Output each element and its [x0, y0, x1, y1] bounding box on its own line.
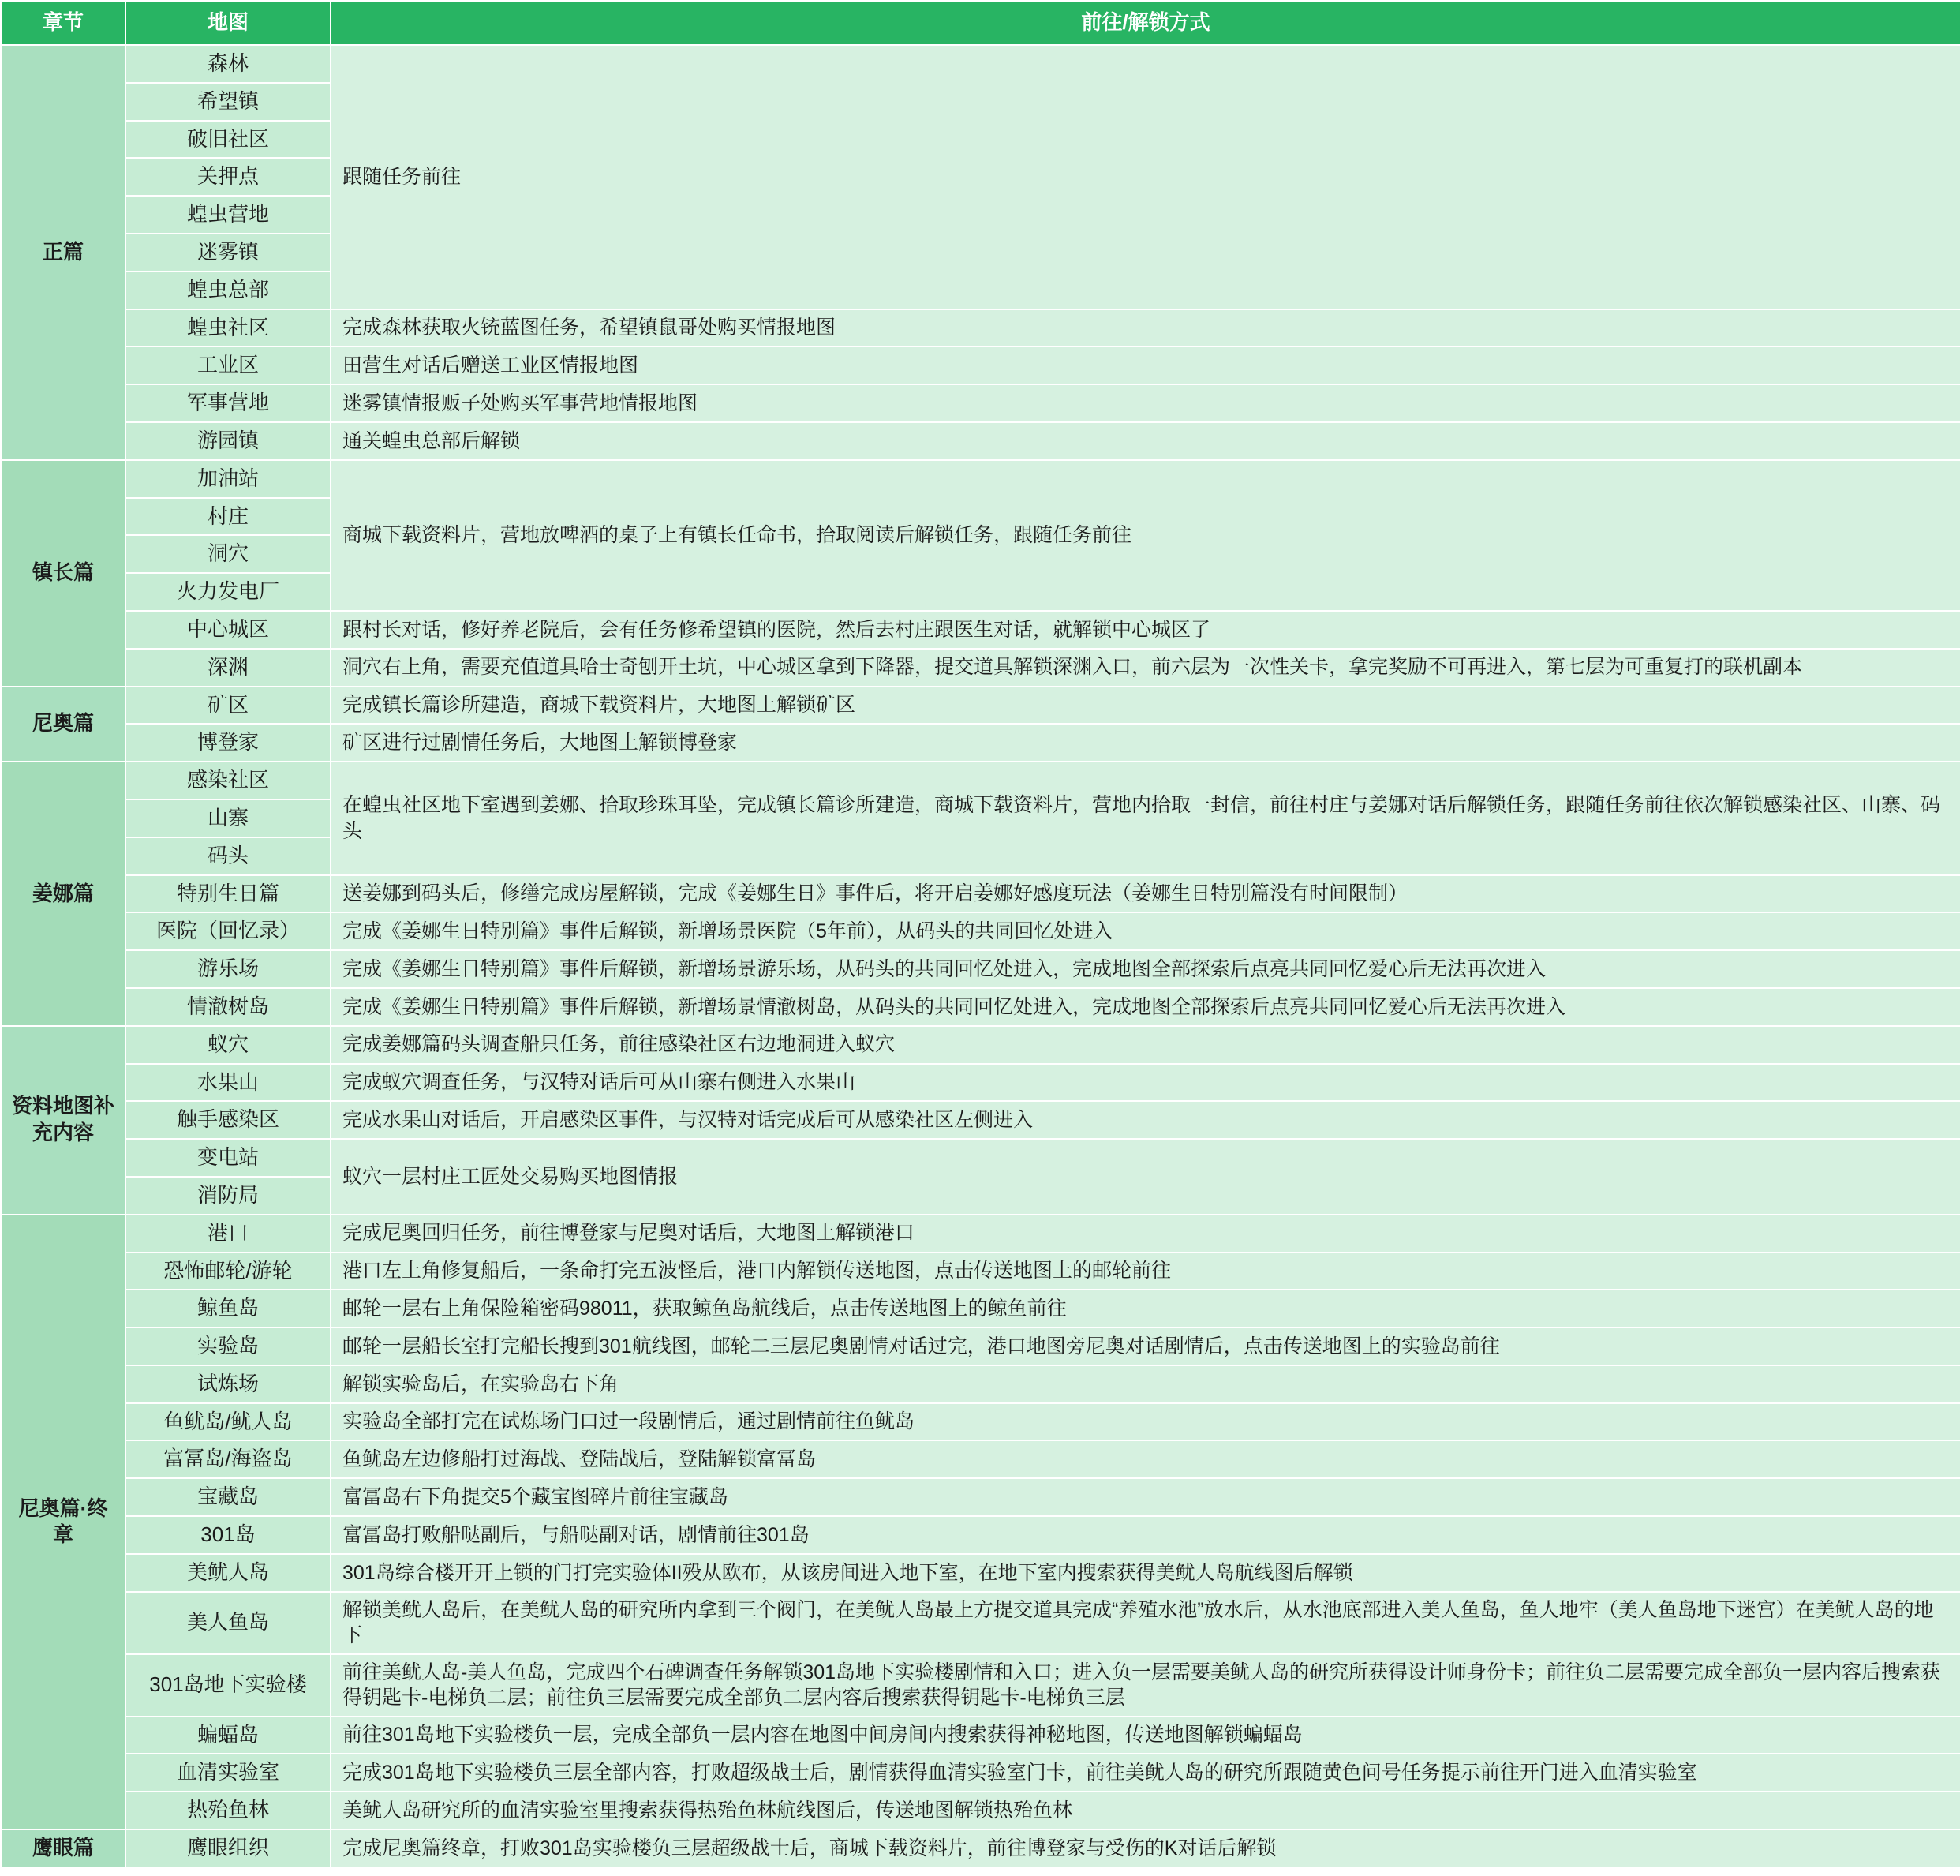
- map-name-cell: 鱼鱿岛/鱿人岛: [125, 1403, 331, 1441]
- map-name-cell: 村庄: [125, 498, 331, 536]
- unlock-method-cell: 完成水果山对话后，开启感染区事件，与汉特对话完成后可从感染社区左侧进入: [331, 1101, 1960, 1139]
- column-header-chapter: 章节: [1, 1, 125, 45]
- table-row: [1, 1754, 1960, 1792]
- chapter-cell: 尼奥篇: [1, 687, 125, 762]
- unlock-method-cell: 跟村长对话，修好养老院后，会有任务修希望镇的医院，然后去村庄跟医生对话，就解锁中心城区了: [331, 611, 1960, 649]
- chapter-cell: 尼奥篇·终章: [1, 1215, 125, 1829]
- unlock-method-cell: 迷雾镇情报贩子处购买军事营地情报地图: [331, 384, 1960, 422]
- map-name-cell: 深渊: [125, 649, 331, 687]
- unlock-method-cell: 矿区进行过剧情任务后，大地图上解锁博登家: [331, 724, 1960, 762]
- table-row: [1, 875, 1960, 913]
- map-name-cell: 血清实验室: [125, 1754, 331, 1792]
- table-row: [1, 1139, 1960, 1177]
- table-row: [1, 346, 1960, 384]
- map-name-cell: 试炼场: [125, 1365, 331, 1403]
- unlock-method-cell: 完成301岛地下实验楼负三层全部内容，打败超级战士后，剧情获得血清实验室门卡，前往美鱿人岛的研究所跟随黄色问号任务提示前往开门进入血清实验室: [331, 1754, 1960, 1792]
- table-row: [1, 988, 1960, 1026]
- map-name-cell: 热殆鱼林: [125, 1792, 331, 1829]
- column-header-how: 前往/解锁方式: [331, 1, 1960, 45]
- table-row: [1, 1403, 1960, 1441]
- map-name-cell: 301岛地下实验楼: [125, 1654, 331, 1717]
- column-header-map: 地图: [125, 1, 331, 45]
- table-row: [1, 1478, 1960, 1516]
- map-name-cell: 希望镇: [125, 83, 331, 121]
- unlock-method-cell: 完成镇长篇诊所建造，商城下载资料片，大地图上解锁矿区: [331, 687, 1960, 725]
- table-row: [1, 422, 1960, 460]
- map-name-cell: 特别生日篇: [125, 875, 331, 913]
- unlock-method-cell: 送姜娜到码头后，修缮完成房屋解锁，完成《姜娜生日》事件后，将开启姜娜好感度玩法（姜娜生日特别篇没有时间限制）: [331, 875, 1960, 913]
- table-row: [1, 1026, 1960, 1064]
- table-row: [1, 1327, 1960, 1365]
- unlock-method-cell: 解锁美鱿人岛后，在美鱿人岛的研究所内拿到三个阀门，在美鱿人岛最上方提交道具完成“养殖水池”放水后，从水池底部进入美人鱼岛，鱼人地牢（美人鱼岛地下迷宫）在美鱿人岛的地下: [331, 1592, 1960, 1654]
- chapter-cell: 资料地图补充内容: [1, 1026, 125, 1215]
- map-name-cell: 实验岛: [125, 1327, 331, 1365]
- table-row: [1, 309, 1960, 347]
- table-row: [1, 762, 1960, 799]
- map-name-cell: 工业区: [125, 346, 331, 384]
- table-row: [1, 912, 1960, 950]
- table-row: [1, 1440, 1960, 1478]
- unlock-method-cell: 邮轮一层船长室打完船长搜到301航线图，邮轮二三层尼奥剧情对话过完，港口地图旁尼奥对话剧情后，点击传送地图上的实验岛前往: [331, 1327, 1960, 1365]
- table-row: [1, 1064, 1960, 1102]
- unlock-method-cell: 鱼鱿岛左边修船打过海战、登陆战后，登陆解锁富冨岛: [331, 1440, 1960, 1478]
- unlock-method-cell: 跟随任务前往: [331, 45, 1960, 309]
- unlock-method-cell: 商城下载资料片，营地放啤酒的桌子上有镇长任命书，拾取阅读后解锁任务，跟随任务前往: [331, 460, 1960, 611]
- map-name-cell: 中心城区: [125, 611, 331, 649]
- unlock-method-cell: 富冨岛右下角提交5个藏宝图碎片前往宝藏岛: [331, 1478, 1960, 1516]
- map-name-cell: 蝗虫总部: [125, 271, 331, 309]
- map-name-cell: 矿区: [125, 687, 331, 725]
- map-name-cell: 触手感染区: [125, 1101, 331, 1139]
- map-name-cell: 情澈树岛: [125, 988, 331, 1026]
- chapter-cell: 姜娜篇: [1, 762, 125, 1026]
- table-row: [1, 1654, 1960, 1717]
- map-name-cell: 宝藏岛: [125, 1478, 331, 1516]
- unlock-method-cell: 完成《姜娜生日特别篇》事件后解锁，新增场景游乐场，从码头的共同回忆处进入，完成地图全部探索后点亮共同回忆爱心后无法再次进入: [331, 950, 1960, 988]
- table-row: [1, 460, 1960, 498]
- map-name-cell: 变电站: [125, 1139, 331, 1177]
- map-name-cell: 富冨岛/海盗岛: [125, 1440, 331, 1478]
- unlock-method-cell: 完成尼奥篇终章，打败301岛实验楼负三层超级战士后，商城下载资料片，前往博登家与受伤的K对话后解锁: [331, 1829, 1960, 1867]
- unlock-method-cell: 完成姜娜篇码头调查船只任务，前往感染社区右边地洞进入蚁穴: [331, 1026, 1960, 1064]
- unlock-method-cell: 完成《姜娜生日特别篇》事件后解锁，新增场景情澈树岛，从码头的共同回忆处进入，完成地图全部探索后点亮共同回忆爱心后无法再次进入: [331, 988, 1960, 1026]
- unlock-method-cell: 在蝗虫社区地下室遇到姜娜、拾取珍珠耳坠，完成镇长篇诊所建造，商城下载资料片，营地内拾取一封信，前往村庄与姜娜对话后解锁任务，跟随任务前往依次解锁感染社区、山寨、码头: [331, 762, 1960, 874]
- map-name-cell: 军事营地: [125, 384, 331, 422]
- table-row: [1, 1215, 1960, 1253]
- map-name-cell: 码头: [125, 837, 331, 875]
- table-row: [1, 1516, 1960, 1554]
- map-name-cell: 恐怖邮轮/游轮: [125, 1253, 331, 1290]
- map-name-cell: 301岛: [125, 1516, 331, 1554]
- unlock-method-cell: 富冨岛打败船哒副后，与船哒副对话，剧情前往301岛: [331, 1516, 1960, 1554]
- table-row: [1, 1365, 1960, 1403]
- chapter-cell: 正篇: [1, 45, 125, 460]
- chapter-cell: 鹰眼篇: [1, 1829, 125, 1867]
- unlock-method-cell: 实验岛全部打完在试炼场门口过一段剧情后，通过剧情前往鱼鱿岛: [331, 1403, 1960, 1441]
- map-name-cell: 美鱿人岛: [125, 1554, 331, 1592]
- table-header: [1, 1, 1960, 45]
- unlock-method-cell: 前往美鱿人岛-美人鱼岛，完成四个石碑调查任务解锁301岛地下实验楼剧情和入口；进入负一层需要美鱿人岛的研究所获得设计师身份卡；前往负二层需要完成全部负一层内容后搜索获得钥匙卡-电梯负二层；前往负三层需要完成全部负二层内容后搜索获得钥匙卡-电梯负三层: [331, 1654, 1960, 1717]
- unlock-method-cell: 美鱿人岛研究所的血清实验室里搜索获得热殆鱼林航线图后，传送地图解锁热殆鱼林: [331, 1792, 1960, 1829]
- table-body: [1, 45, 1960, 1867]
- table-row: [1, 1829, 1960, 1867]
- table-row: [1, 1101, 1960, 1139]
- table-row: [1, 724, 1960, 762]
- chapter-cell: 镇长篇: [1, 460, 125, 687]
- table-row: [1, 649, 1960, 687]
- map-name-cell: 火力发电厂: [125, 573, 331, 611]
- map-name-cell: 蚁穴: [125, 1026, 331, 1064]
- map-name-cell: 鲸鱼岛: [125, 1290, 331, 1327]
- unlock-method-cell: 前往301岛地下实验楼负一层，完成全部负一层内容在地图中间房间内搜索获得神秘地图，传送地图解锁蝙蝠岛: [331, 1717, 1960, 1754]
- table-row: [1, 1792, 1960, 1829]
- unlock-method-cell: 通关蝗虫总部后解锁: [331, 422, 1960, 460]
- unlock-method-cell: 港口左上角修复船后，一条命打完五波怪后，港口内解锁传送地图，点击传送地图上的邮轮前往: [331, 1253, 1960, 1290]
- table-row: [1, 1717, 1960, 1754]
- unlock-method-cell: 解锁实验岛后，在实验岛右下角: [331, 1365, 1960, 1403]
- table-row: [1, 950, 1960, 988]
- map-name-cell: 加油站: [125, 460, 331, 498]
- map-name-cell: 水果山: [125, 1064, 331, 1102]
- table-row: [1, 611, 1960, 649]
- map-name-cell: 关押点: [125, 158, 331, 196]
- table-row: [1, 687, 1960, 725]
- map-name-cell: 医院（回忆录）: [125, 912, 331, 950]
- unlock-method-cell: 完成《姜娜生日特别篇》事件后解锁，新增场景医院（5年前），从码头的共同回忆处进入: [331, 912, 1960, 950]
- map-name-cell: 消防局: [125, 1177, 331, 1215]
- table-row: [1, 1592, 1960, 1654]
- table-row: [1, 1253, 1960, 1290]
- map-name-cell: 破旧社区: [125, 121, 331, 159]
- map-name-cell: 博登家: [125, 724, 331, 762]
- map-name-cell: 蝗虫社区: [125, 309, 331, 347]
- unlock-method-cell: 完成蚁穴调查任务，与汉特对话后可从山寨右侧进入水果山: [331, 1064, 1960, 1102]
- map-name-cell: 森林: [125, 45, 331, 83]
- unlock-method-cell: 蚁穴一层村庄工匠处交易购买地图情报: [331, 1139, 1960, 1215]
- map-name-cell: 鹰眼组织: [125, 1829, 331, 1867]
- map-name-cell: 港口: [125, 1215, 331, 1253]
- map-name-cell: 游乐场: [125, 950, 331, 988]
- unlock-method-cell: 完成尼奥回归任务，前往博登家与尼奥对话后，大地图上解锁港口: [331, 1215, 1960, 1253]
- table-row: [1, 1290, 1960, 1327]
- table-header-row: [1, 1, 1960, 45]
- map-name-cell: 迷雾镇: [125, 234, 331, 271]
- table-row: [1, 45, 1960, 83]
- map-name-cell: 感染社区: [125, 762, 331, 799]
- map-name-cell: 洞穴: [125, 535, 331, 573]
- unlock-method-cell: 完成森林获取火铳蓝图任务，希望镇鼠哥处购买情报地图: [331, 309, 1960, 347]
- table-row: [1, 1554, 1960, 1592]
- map-name-cell: 游园镇: [125, 422, 331, 460]
- unlock-method-cell: 田营生对话后赠送工业区情报地图: [331, 346, 1960, 384]
- unlock-method-cell: 301岛综合楼开开上锁的门打完实验体II殁从欧布，从该房间进入地下室，在地下室内搜索获得美鱿人岛航线图后解锁: [331, 1554, 1960, 1592]
- map-name-cell: 山寨: [125, 799, 331, 837]
- table-row: [1, 384, 1960, 422]
- unlock-method-cell: 洞穴右上角，需要充值道具哈士奇刨开土坑，中心城区拿到下降器，提交道具解锁深渊入口，前六层为一次性关卡，拿完奖励不可再进入，第七层为可重复打的联机副本: [331, 649, 1960, 687]
- map-name-cell: 美人鱼岛: [125, 1592, 331, 1654]
- map-name-cell: 蝙蝠岛: [125, 1717, 331, 1754]
- unlock-method-cell: 邮轮一层右上角保险箱密码98011，获取鲸鱼岛航线后，点击传送地图上的鲸鱼前往: [331, 1290, 1960, 1327]
- map-name-cell: 蝗虫营地: [125, 196, 331, 234]
